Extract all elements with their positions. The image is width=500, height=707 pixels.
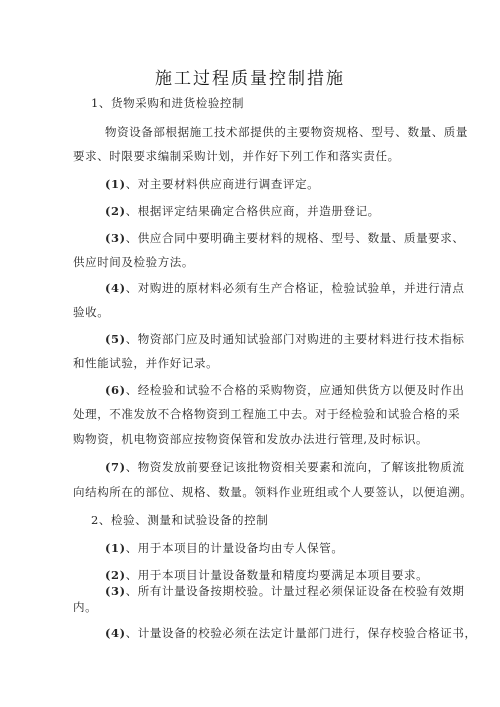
item-number: (1) (105, 177, 126, 191)
item-text: 、计量设备的校验必须在法定计量部门进行，保存校验合格证书， (125, 626, 477, 640)
item-number: (6) (105, 383, 126, 397)
s1-item-6-cont: 处理，不准发放不合格物资到工程施工中去。对于经检验和试验合格的采 (73, 407, 461, 421)
s1-item-2 (105, 206, 380, 218)
item-text: 、用于本项目的计量设备均由专人保管。 (125, 541, 344, 555)
item-text: 、根据评定结果确定合格供应商，并造册登记。 (125, 204, 380, 218)
s1-item-3 (105, 233, 464, 245)
s1-item-1 (105, 179, 319, 191)
item-text: 、物资发放前要登记该批物资相关要素和流向，了解该批物质流 (125, 460, 465, 474)
item-number: (1) (105, 541, 126, 555)
s1-item-6 (105, 385, 464, 397)
item-number: (5) (105, 332, 126, 346)
s1-item-4-cont: 验收。 (73, 305, 110, 319)
item-number: (3) (105, 584, 126, 598)
item-text: 、对购进的原材料必须有生产合格证，检验试验单，并进行清点 (125, 281, 465, 295)
s2-item-1 (105, 543, 344, 555)
item-text: 、物资部门应及时通知试验部门对购进的主要材料进行技术指标 (125, 332, 465, 346)
item-number: (3) (105, 231, 126, 245)
item-number: (4) (105, 281, 126, 295)
s1-item-4 (105, 283, 464, 295)
item-text: 、所有计量设备按期校验。计量过程必须保证设备在校验有效期 (125, 584, 465, 598)
section-1-heading: 1、货物采购和进货检验控制 (91, 96, 245, 110)
item-number: (7) (105, 460, 126, 474)
s2-item-4 (105, 628, 477, 640)
s1-item-6-cont-2: 购物资，机电物资部应按物资保管和发放办法进行管理,及时标识。 (73, 432, 429, 446)
s1-item-3-cont: 供应时间及检验方法。 (73, 255, 194, 269)
item-text: 、对主要材料供应商进行调查评定。 (125, 177, 320, 191)
section-2-heading: 2、检验、测量和试验设备的控制 (91, 513, 269, 527)
intro-line-1: 物资设备部根据施工技术部提供的主要物资规格、型号、数量、质量 (105, 125, 468, 139)
item-text: 、经检验和试验不合格的采购物资，应通知供货方以便及时作出 (125, 383, 465, 397)
intro-line-2: 要求、时限要求编制采购计划，并作好下列工作和落实责任。 (73, 149, 400, 163)
item-number: (2) (105, 204, 126, 218)
s1-item-5-cont: 和性能试验，并作好记录。 (73, 356, 219, 370)
item-text: 、供应合同中要明确主要材料的规格、型号、数量、质量要求、 (125, 231, 465, 245)
s2-item-3-cont: 内。 (73, 600, 98, 614)
s2-item-3 (105, 586, 464, 598)
item-text: 、用于本项目计量设备数量和精度均要满足本项目要求。 (125, 568, 429, 582)
s1-item-5 (105, 334, 464, 346)
s1-item-7-cont: 向结构所在的部位、规格、数量。领料作业班组或个人要签认，以便追溯。 (73, 485, 473, 499)
s2-item-2 (105, 570, 428, 582)
item-number: (4) (105, 626, 126, 640)
s1-item-7 (105, 462, 464, 474)
document-title: 施工过程质量控制措施 (155, 69, 345, 89)
item-number: (2) (105, 568, 126, 582)
